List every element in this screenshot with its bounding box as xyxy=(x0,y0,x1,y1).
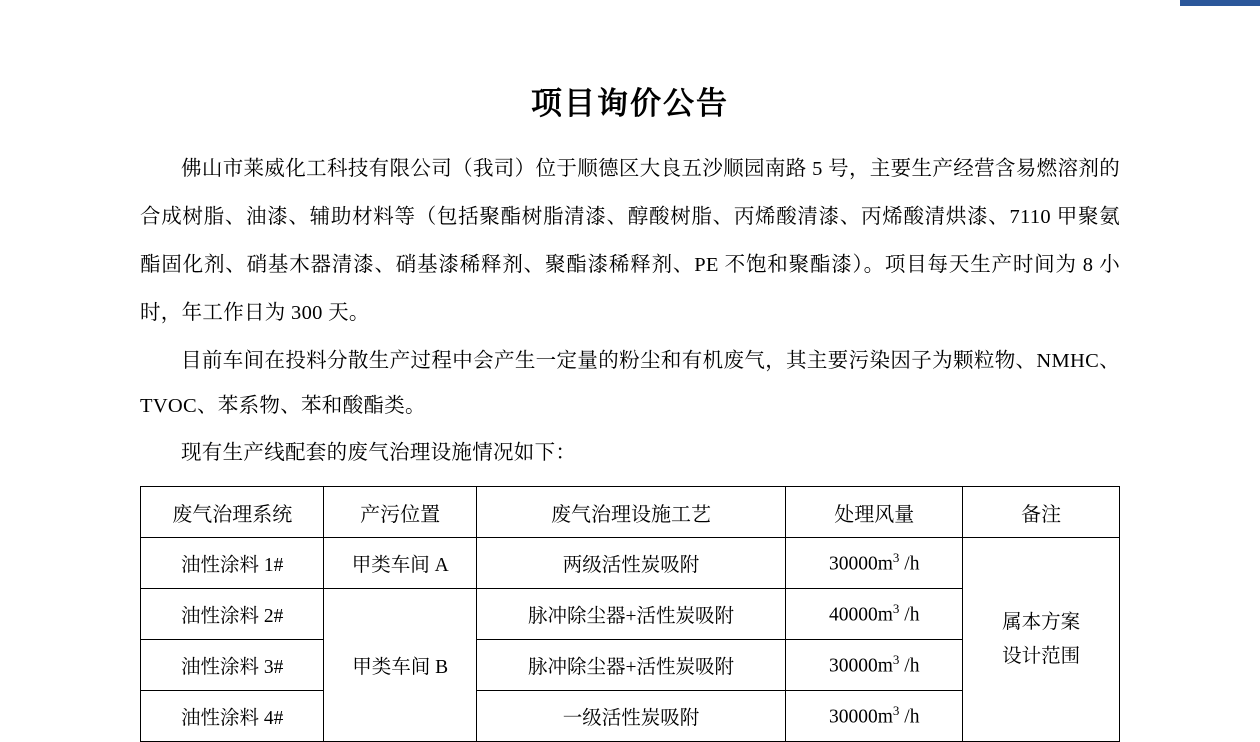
remark-line-1: 属本方案 xyxy=(1002,611,1081,633)
airflow-unit-exponent: 3 xyxy=(892,652,900,668)
airflow-suffix: /h xyxy=(899,706,920,728)
table-header-row xyxy=(141,487,1120,538)
cell-location: 甲类车间 B xyxy=(324,589,477,742)
paragraph-table-lead: 现有生产线配套的废气治理设施情况如下： xyxy=(181,442,577,464)
airflow-suffix: /h xyxy=(899,655,920,677)
cell-airflow xyxy=(786,691,963,742)
waste-gas-treatment-table xyxy=(140,486,1120,742)
airflow-suffix: /h xyxy=(899,604,920,626)
page-title: 项目询价公告 xyxy=(531,86,729,121)
cell-process: 一级活性炭吸附 xyxy=(476,691,785,742)
table-header-location: 产污位置 xyxy=(324,487,477,538)
table-header-system: 废气治理系统 xyxy=(141,487,324,538)
cell-process: 脉冲除尘器+活性炭吸附 xyxy=(476,640,785,691)
cell-system: 油性涂料 3# xyxy=(141,640,324,691)
cell-remark-merged xyxy=(963,538,1120,742)
table-header-remark: 备注 xyxy=(963,487,1120,538)
cell-system: 油性涂料 1# xyxy=(141,538,324,589)
table-header-process: 废气治理设施工艺 xyxy=(476,487,785,538)
cell-airflow xyxy=(786,538,963,589)
airflow-value: 30000m xyxy=(828,655,893,677)
cell-process: 脉冲除尘器+活性炭吸附 xyxy=(476,589,785,640)
cell-system: 油性涂料 2# xyxy=(141,589,324,640)
airflow-suffix: /h xyxy=(899,553,920,575)
paragraph-company-intro: 佛山市莱威化工科技有限公司（我司）位于顺德区大良五沙顺园南路 5 号，主要生产经营含易燃溶剂的合成树脂、油漆、辅助材料等（包括聚酯树脂清漆、醇酸树脂、丙烯酸清漆、丙烯酸清烘漆、7110 甲聚氨酯固化剂、硝基木器清漆、硝基漆稀释剂、聚酯漆稀释剂、PE 不饱和聚酯漆）。项目每天生产时间为 8 小时，年工作日为 300 天。 xyxy=(140,158,1120,324)
cell-process: 两级活性炭吸附 xyxy=(476,538,785,589)
cell-airflow xyxy=(786,589,963,640)
airflow-unit-exponent: 3 xyxy=(892,703,900,719)
paragraph-pollutants: 目前车间在投料分散生产过程中会产生一定量的粉尘和有机废气，其主要污染因子为颗粒物、NMHC、TVOC、苯系物、苯和酸酯类。 xyxy=(140,350,1120,417)
cell-location: 甲类车间 A xyxy=(324,538,477,589)
airflow-value: 30000m xyxy=(828,553,893,575)
remark-line-2: 设计范围 xyxy=(1002,645,1081,667)
table-row xyxy=(141,538,1120,589)
cell-airflow xyxy=(786,640,963,691)
airflow-unit-exponent: 3 xyxy=(892,601,900,617)
cell-system: 油性涂料 4# xyxy=(141,691,324,742)
airflow-unit-exponent: 3 xyxy=(892,550,900,566)
airflow-value: 30000m xyxy=(828,706,893,728)
airflow-value: 40000m xyxy=(828,604,893,626)
table-header-airflow: 处理风量 xyxy=(786,487,963,538)
